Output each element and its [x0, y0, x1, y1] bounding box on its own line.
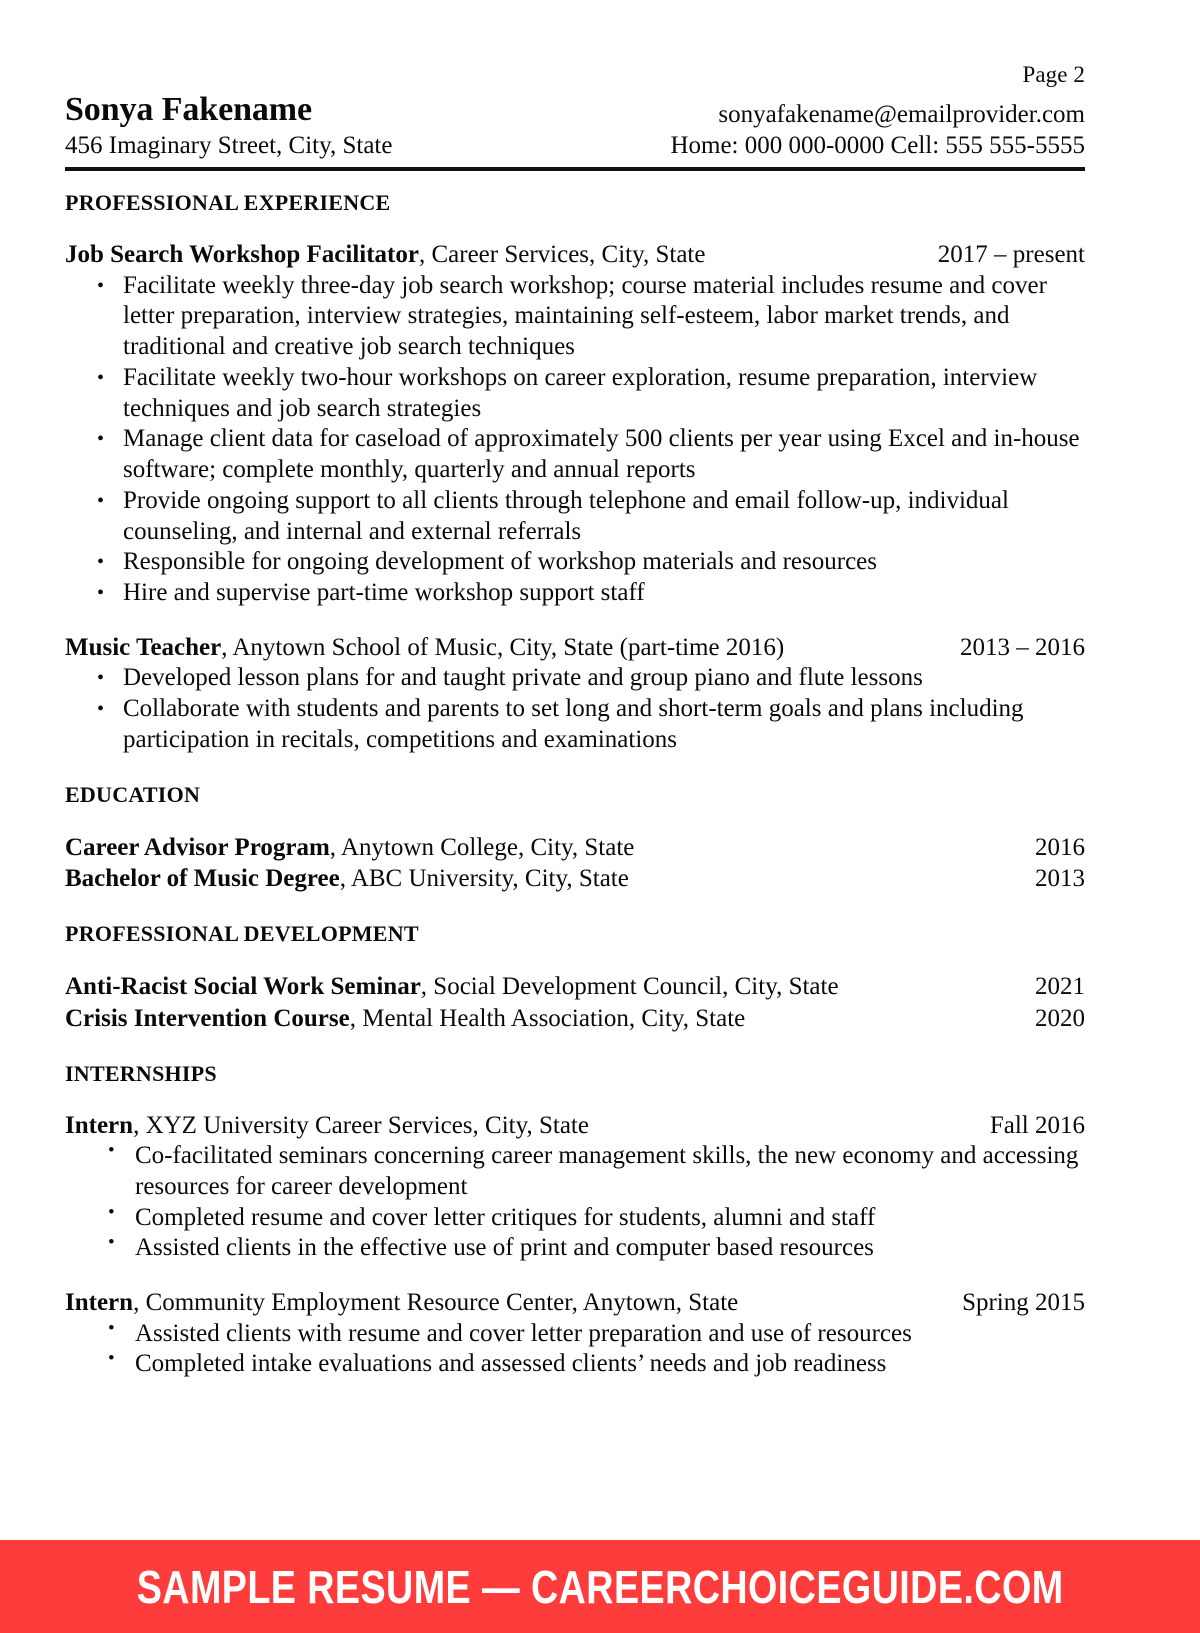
bullet-icon: • — [97, 366, 105, 389]
list-item — [65, 1233, 1085, 1264]
header-divider — [65, 167, 1085, 171]
entry-title-line — [65, 240, 705, 271]
list-item — [65, 1141, 1085, 1203]
bullet-icon: • — [108, 1201, 115, 1223]
list-item-text: Responsible for ongoing development of workshop materials and resources — [123, 548, 877, 576]
entry-title: Music Teacher — [65, 633, 222, 661]
bullet-icon: • — [97, 667, 105, 690]
list-item — [65, 271, 1085, 363]
candidate-email: sonyafakename@emailprovider.com — [718, 101, 1085, 129]
education-year: 2016 — [1035, 833, 1085, 861]
entry-title-line — [65, 1111, 589, 1142]
entry-title: Intern — [65, 1289, 134, 1316]
header-identity-row — [65, 90, 1085, 160]
experience-entry — [65, 240, 1085, 609]
list-item — [65, 1203, 1085, 1234]
professional-development-list — [65, 971, 1085, 1035]
candidate-phones: Home: 000 000-0000 Cell: 555 555-5555 — [670, 131, 1085, 159]
list-item-text: Collaborate with students and parents to set long and short-term goals and plans including participation in recitals, competitions and examinations — [123, 695, 1024, 753]
development-detail: , Mental Health Association, City, State — [349, 1004, 746, 1032]
list-item-text: Completed intake evaluations and assessed clients’ needs and job readiness — [135, 1350, 887, 1378]
education-detail: , ABC University, City, State — [339, 865, 629, 893]
entry-header — [65, 1111, 1085, 1142]
list-item — [65, 486, 1085, 548]
list-item — [65, 694, 1085, 756]
list-item-text: Facilitate weekly two-hour workshops on career exploration, resume preparation, interview techniques and job search strategies — [123, 363, 1038, 422]
list-item-text: Completed resume and cover letter critiques for students, alumni and staff — [135, 1203, 876, 1231]
list-item — [65, 1349, 1085, 1380]
education-title-line — [65, 863, 629, 895]
bullet-icon: • — [108, 1140, 115, 1161]
header-contact-block — [670, 100, 1085, 161]
education-row — [65, 832, 1085, 864]
entry-title: Intern — [65, 1111, 134, 1139]
development-detail: , Social Development Council, City, State — [420, 973, 839, 1000]
entry-title-line — [65, 633, 784, 664]
development-title-line — [65, 971, 839, 1003]
internship-entry — [65, 1111, 1085, 1265]
entry-bullet-list — [65, 663, 1085, 755]
education-year: 2013 — [1035, 865, 1085, 893]
education-title: Career Advisor Program — [65, 833, 330, 861]
entry-header — [65, 240, 1085, 271]
resume-header — [65, 62, 1085, 161]
bullet-icon: • — [97, 489, 105, 512]
entry-detail: , Career Services, City, State — [418, 241, 706, 268]
entry-dates: Spring 2015 — [962, 1289, 1085, 1316]
development-title: Anti-Racist Social Work Seminar — [65, 973, 421, 1000]
education-title-line — [65, 832, 634, 864]
list-item — [65, 424, 1085, 486]
experience-entry — [65, 633, 1085, 756]
footer-banner-text: SAMPLE RESUME — CAREERCHOICEGUIDE.COM — [136, 1560, 1064, 1613]
list-item — [65, 363, 1085, 425]
entry-detail: , XYZ University Career Services, City, State — [133, 1111, 589, 1139]
entry-detail: , Community Employment Resource Center, Anytown, State — [133, 1289, 739, 1316]
section-heading-internships: INTERNSHIPS — [65, 1060, 217, 1086]
education-title: Bachelor of Music Degree — [65, 865, 340, 893]
development-year: 2021 — [1035, 973, 1085, 1000]
bullet-icon: • — [108, 1232, 115, 1254]
section-heading-education: EDUCATION — [65, 781, 201, 807]
list-item-text: Hire and supervise part-time workshop support staff — [123, 579, 645, 606]
entry-title-line — [65, 1288, 738, 1319]
entry-detail: , Anytown School of Music, City, State (part-time 2016) — [221, 633, 785, 661]
education-row — [65, 863, 1085, 895]
entry-dates: 2013 – 2016 — [960, 633, 1085, 661]
bullet-icon: • — [108, 1348, 115, 1370]
development-year: 2020 — [1035, 1004, 1085, 1032]
professional-development-row — [65, 1003, 1085, 1035]
entry-bullet-list — [65, 1319, 1085, 1381]
development-title: Crisis Intervention Course — [65, 1004, 350, 1032]
professional-development-row — [65, 971, 1085, 1003]
list-item-text: Co-facilitated seminars concerning career management skills, the new economy and accessing resources for career development — [135, 1142, 1079, 1200]
bullet-icon: • — [97, 551, 105, 574]
bullet-icon: • — [97, 582, 105, 604]
list-item-text: Manage client data for caseload of approximately 500 clients per year using Excel and in-house software; complete monthly, quarterly and annual reports — [123, 425, 1080, 483]
development-title-line — [65, 1003, 745, 1035]
list-item — [65, 1319, 1085, 1350]
candidate-name: Sonya Fakename — [65, 91, 313, 129]
list-item — [65, 663, 1085, 694]
candidate-address: 456 Imaginary Street, City, State — [65, 131, 393, 159]
section-heading-professional-experience: PROFESSIONAL EXPERIENCE — [65, 190, 391, 215]
header-left-block — [65, 90, 392, 160]
internship-entry — [65, 1288, 1085, 1380]
page-number: Page 2 — [1022, 62, 1085, 87]
entry-dates: Fall 2016 — [989, 1111, 1085, 1139]
entry-bullet-list — [65, 271, 1085, 609]
footer-banner — [0, 1540, 1200, 1633]
bullet-icon: • — [97, 274, 105, 297]
list-item-text: Facilitate weekly three-day job search workshop; course material includes resume and cover letter preparation, interview strategies, maintaining self-esteem, labor market trends, and traditional and creative job search techniques — [123, 271, 1047, 360]
entry-header — [65, 1288, 1085, 1319]
bullet-icon: • — [108, 1317, 115, 1339]
entry-title: Job Search Workshop Facilitator — [65, 241, 419, 268]
entry-bullet-list — [65, 1141, 1085, 1264]
entry-header — [65, 633, 1085, 664]
bullet-icon: • — [97, 698, 105, 720]
entry-dates: 2017 – present — [937, 241, 1085, 268]
list-item — [65, 578, 1085, 609]
list-item — [65, 547, 1085, 578]
list-item-text: Assisted clients with resume and cover letter preparation and use of resources — [135, 1319, 912, 1347]
education-list — [65, 832, 1085, 896]
education-detail: , Anytown College, City, State — [329, 833, 635, 861]
list-item-text: Developed lesson plans for and taught private and group piano and flute lessons — [123, 664, 923, 692]
bullet-icon: • — [97, 428, 105, 451]
list-item-text: Provide ongoing support to all clients through telephone and email follow-up, individual counseling, and internal and external referrals — [123, 486, 1009, 545]
resume-body — [65, 190, 1085, 1380]
section-heading-professional-development: PROFESSIONAL DEVELOPMENT — [65, 921, 419, 946]
list-item-text: Assisted clients in the effective use of print and computer based resources — [135, 1234, 874, 1262]
